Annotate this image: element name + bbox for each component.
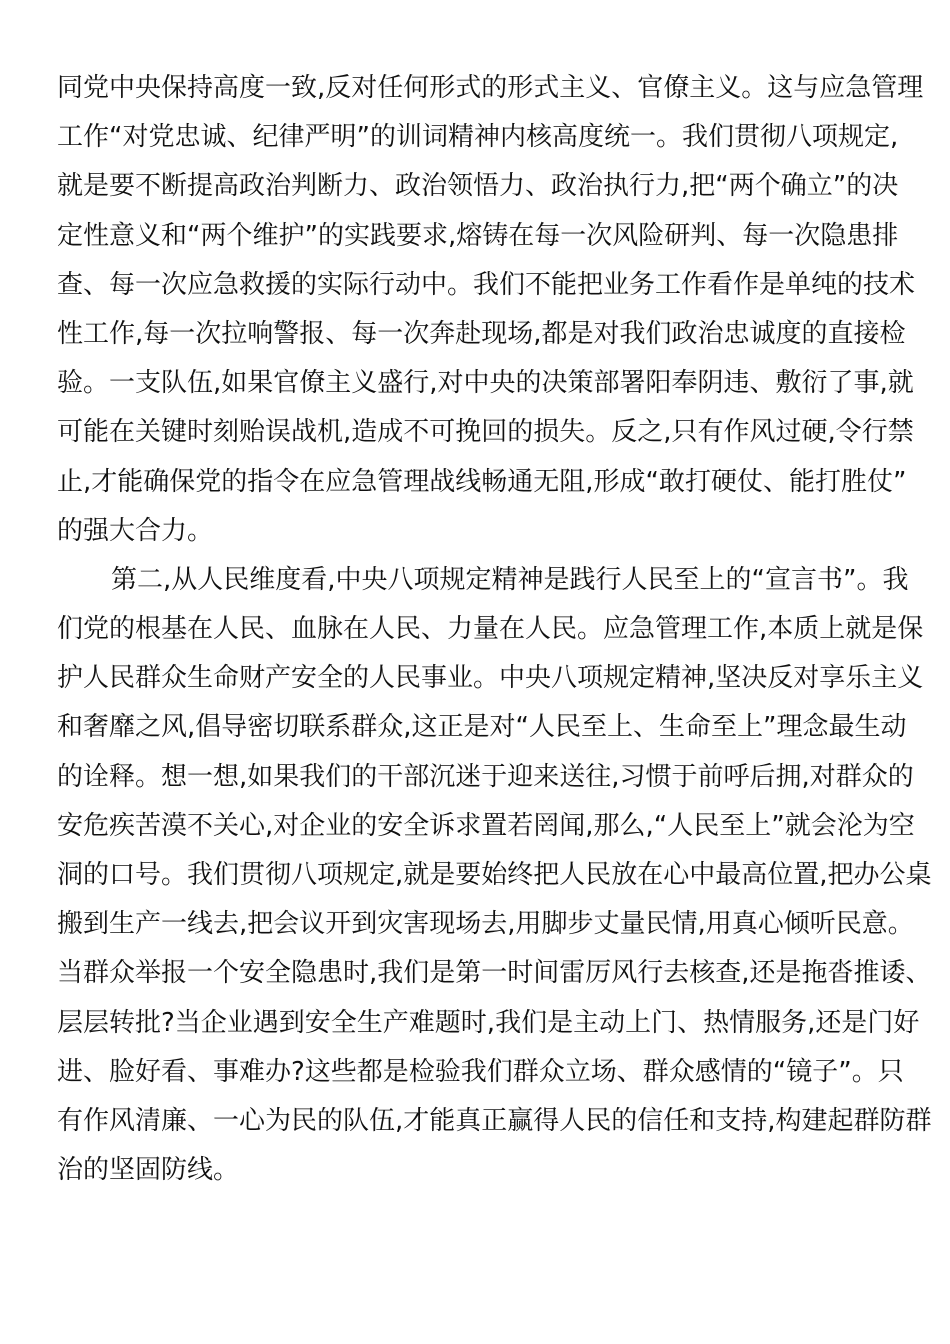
text-line: 搬到生产一线去,把会议开到灾害现场去,用脚步丈量民情,用真心倾听民意。 — [57, 909, 914, 940]
text-line: 洞的口号。我们贯彻八项规定,就是要始终把人民放在心中最高位置,把办公桌 — [57, 860, 932, 890]
text-line: 和奢靡之风,倡导密切联系群众,这正是对“人民至上、生命至上”理念最生动 — [57, 712, 907, 743]
text-line: 进、脸好看、事难办?这些都是检验我们群众立场、群众感情的“镜子”。只 — [57, 1056, 904, 1087]
text-line: 验。一支队伍,如果官僚主义盛行,对中央的决策部署阳奉阴违、敷衍了事,就 — [57, 368, 914, 399]
paragraph-1 — [57, 64, 924, 556]
text-line: 同党中央保持高度一致,反对任何形式的形式主义、官僚主义。这与应急管理 — [57, 73, 924, 103]
body-text — [57, 64, 932, 1195]
text-line: 安危疾苦漠不关心,对企业的安全诉求置若罔闻,那么,“人民至上”就会沦为空 — [57, 810, 915, 841]
text-line: 工作“对党忠诚、纪律严明”的训词精神内核高度统一。我们贯彻八项规定, — [57, 122, 899, 153]
text-line: 性工作,每一次拉响警报、每一次奔赴现场,都是对我们政治忠诚度的直接检 — [57, 318, 906, 349]
text-line: 的强大合力。 — [57, 515, 214, 546]
text-line: 止,才能确保党的指令在应急管理战线畅通无阻,形成“敢打硬仗、能打胜仗” — [57, 466, 907, 497]
text-line: 层层转批?当企业遇到安全生产难题时,我们是主动上门、热情服务,还是门好 — [57, 1007, 920, 1038]
text-line: 们党的根基在人民、血脉在人民、力量在人民。应急管理工作,本质上就是保 — [57, 614, 924, 645]
paragraph-2 — [57, 556, 932, 1195]
text-line: 可能在关键时刻贻误战机,造成不可挽回的损失。反之,只有作风过硬,令行禁 — [57, 417, 914, 448]
text-line: 护人民群众生命财产安全的人民事业。中央八项规定精神,坚决反对享乐主义 — [57, 663, 924, 694]
text-line: 定性意义和“两个维护”的实践要求,熔铸在每一次风险研判、每一次隐患排 — [57, 220, 899, 251]
text-line: 治的坚固防线。 — [57, 1155, 240, 1186]
text-line: 就是要不断提高政治判断力、政治领悟力、政治执行力,把“两个确立”的决 — [57, 171, 899, 202]
text-line: 有作风清廉、一心为民的队伍,才能真正赢得人民的信任和支持,构建起群防群 — [57, 1105, 932, 1136]
text-line: 第二,从人民维度看,中央八项规定精神是践行人民至上的“宣言书”。我 — [111, 564, 909, 595]
text-line: 查、每一次应急救援的实际行动中。我们不能把业务工作看作是单纯的技术 — [57, 269, 916, 300]
text-line: 的诠释。想一想,如果我们的干部沉迷于迎来送往,习惯于前呼后拥,对群众的 — [57, 761, 914, 792]
text-line: 当群众举报一个安全隐患时,我们是第一时间雷厉风行去核查,还是拖沓推诿、 — [57, 958, 932, 989]
